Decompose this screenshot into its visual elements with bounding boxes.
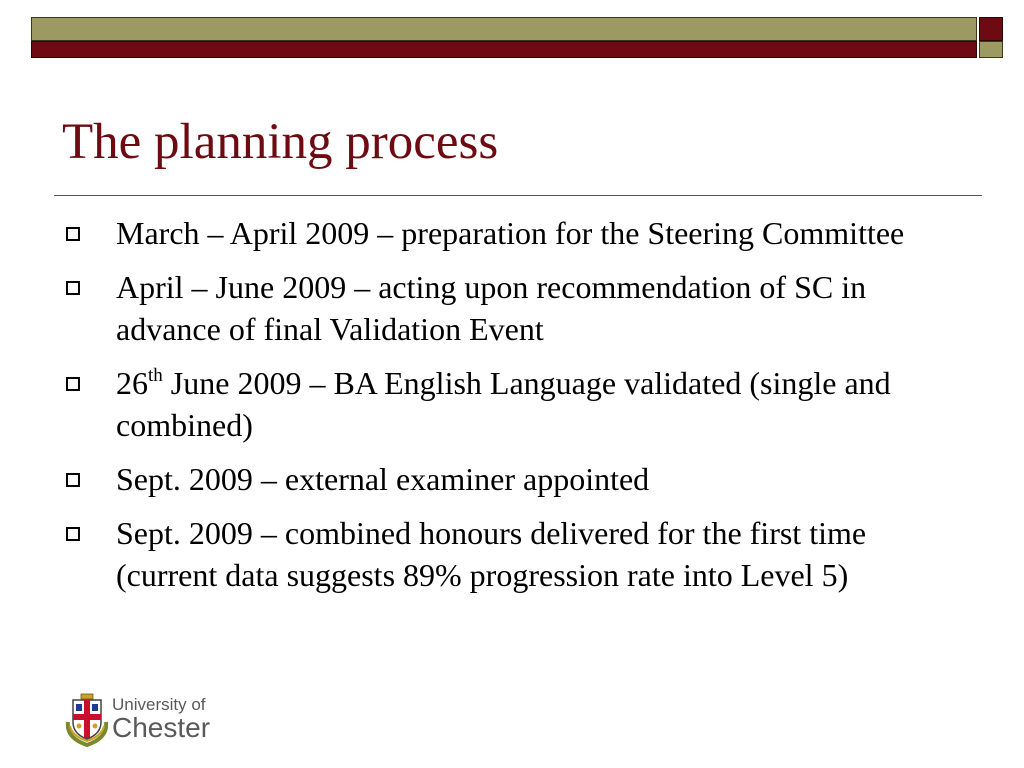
bullet-text: April – June 2009 – acting upon recommendation of SC in advance of final Validation Event [116, 269, 867, 347]
university-logo [64, 692, 224, 748]
logo-text-university-of: University of [112, 695, 206, 714]
bullet-item [62, 362, 962, 446]
hollow-square-icon [66, 473, 80, 487]
title-divider [54, 195, 982, 196]
bullet-text: Sept. 2009 – external examiner appointed [116, 461, 650, 497]
header-square-olive [979, 41, 1003, 58]
bullet-item [62, 266, 962, 350]
university-crest-icon [64, 692, 110, 748]
header-bar-olive [31, 17, 977, 41]
bullet-text: Sept. 2009 – combined honours delivered for the first time (current data suggests 89% progression rate into Level 5) [116, 515, 867, 593]
header-bar-maroon [31, 41, 977, 58]
slide-title: The planning process [62, 114, 499, 170]
hollow-square-icon [66, 227, 80, 241]
bullet-list [62, 212, 962, 608]
hollow-square-icon [66, 527, 80, 541]
bullet-date-suffix: th [148, 365, 163, 386]
bullet-text: June 2009 – BA English Language validated (single and combined) [116, 365, 891, 443]
bullet-date-number: 26 [116, 365, 148, 401]
bullet-item [62, 512, 962, 596]
hollow-square-icon [66, 281, 80, 295]
bullet-text: March – April 2009 – preparation for the Steering Committee [116, 215, 905, 251]
bullet-item [62, 458, 962, 500]
bullet-item [62, 212, 962, 254]
logo-text-chester: Chester [112, 712, 211, 743]
header-square-maroon [979, 17, 1003, 41]
hollow-square-icon [66, 377, 80, 391]
